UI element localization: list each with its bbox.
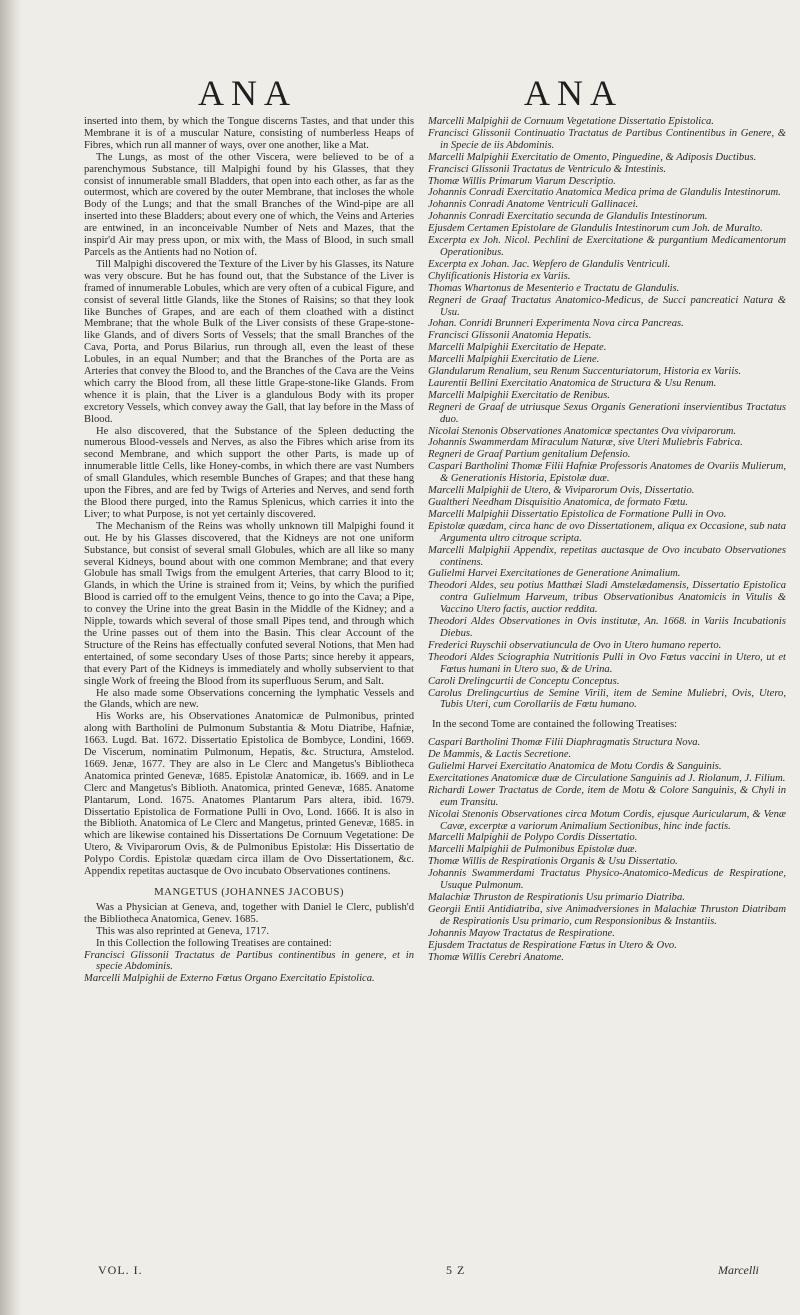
list-item: Gualtheri Needham Disquisitio Anatomica, de formato Fœtu. xyxy=(428,497,688,508)
section-heading: MANGETUS (JOHANNES JACOBUS) xyxy=(154,886,344,898)
paragraph: His Works are, his Observationes Anatomicæ de Pulmonibus, printed along with Bartholini de Pulmonum Substantia & Motu Diatribe, Hafniæ, 1663. Lugd. Bat. 1672. Dissertatio Epistolica de Bombyce, Londini, 1669. De Viscerum, nominatim Pulmonum, Hepatis, &c. Structura, Amstelod. 1669. Jenæ, 1677. They are also in Le Clerc and Mangetus's Bibliotheca Anatomica printed Genevæ, 1685. Epistolæ Anatomicæ, ib. 1669. and in Le Clerc and Mangetus's Biblioth. Anatomica, printed Genevæ, 1685. Anatome Plantarum, Lond. 1675. Anatomes Plantarum Pars altera, ibid. 1679. Dissertatio Epistolica de Formatione Pulli in Ovo, Lond. 1666. It is also in the Biblioth. Anatomica of Le Clerc and Mangetus, printed Genevæ, 1685. in which are likewise contained his Dissertations De Cornuum Vegetatione: De Utero, & Viviparorum Ovis, & de Pulmonibus Epistolæ: His Dissertatio de Polypo Cordis. Epistolæ quædam circa illam de Ovo Dissertationem, &c. Appendix repetitas auctasque de Ovo incubato Observationes continens. xyxy=(84,711,414,878)
volume-label: VOL. I. xyxy=(98,1263,143,1277)
treatise-list-first-tome xyxy=(428,116,786,711)
list-item: Marcelli Malpighii de Cornuum Vegetatione Dissertatio Epistolica. xyxy=(428,116,714,127)
list-item: Johannis Conradi Exercitatio Anatomica Medica prima de Glandulis Intestinorum. xyxy=(428,187,781,199)
right-column xyxy=(428,116,786,1266)
list-item: Theodori Aldes, seu potius Matthæi Sladi Amstelædamensis, Dissertatio Epistolica contra Gulielmum Harveum, tribus Observationibus Anatomicis in Vitulis & Vaccino Utero factis, auctior reddita. xyxy=(428,580,786,616)
paragraph: inserted into them, by which the Tongue discerns Tastes, and that under this Membrane it is of a muscular Nature, consisting of numberless Heaps of Fibres, which run all manner of ways, over one another, like a Mat. xyxy=(84,116,414,151)
list-item: Francisci Glissonii Tractatus de Partibus continentibus in genere, et in specie Abdominis. xyxy=(84,949,414,973)
list-item: Marcelli Malpighii Exercitatio de Omento, Pinguedine, & Adiposis Ductibus. xyxy=(428,151,757,163)
running-header-left: ANA xyxy=(198,73,297,113)
list-item: Regneri de Graaf Tractatus Anatomico-Medicus, de Succi pancreatici Natura & Usu. xyxy=(428,294,786,318)
list-item: Marcelli Malpighii de Pulmonibus Epistolæ duæ. xyxy=(428,844,638,856)
list-item: Nicolai Stenonis Observationes circa Motum Cordis, ejusque Auricularum, & Venæ Cavæ, excerptæ a variorum Animalium Sectionibus, hinc inde factis. xyxy=(428,808,786,832)
list-item: Marcelli Malpighii de Polypo Cordis Dissertatio. xyxy=(428,832,638,844)
list-item: Marcelli Malpighii de Utero, & Viviparorum Ovis, Dissertatio. xyxy=(428,485,695,497)
catchword: Marcelli xyxy=(718,1263,759,1277)
list-item: Glandularum Renalium, seu Renum Succenturiatorum, Historia ex Variis. xyxy=(428,366,742,378)
paragraph: Till Malpighi discovered the Texture of the Liver by his Glasses, its Nature was very obscure. But he has found out, that the Substance of the Liver is framed of innumerable Lobules, which are very often of a cubical Figure, and consist of several little Glands, like the Stones of Raisins; so that they look like Bunches of Grapes, and are each of them cloathed with a distinct Membrane; that the whole Bulk of the Liver consists of these Grape-stone-like Glands, and of divers Sorts of Vessels; that the small Branches of the Cava, Porta, and Porus Bilarius, run through all, even the least of these Lobules, in an equal Number; and that the Branches of the Porta are as Arteries that convey the Blood to, and the Branches of the Cava are the Veins which carry the Blood from, all these little Grape-stone-like Glands. From whence it is plain, that the Liver is a glandulous Body with its proper excretory Vessels, which convey away the Gall, that lay before in the Mass of Blood. xyxy=(84,258,414,425)
list-item: Thomas Whartonus de Mesenterio e Tractatu de Glandulis. xyxy=(428,282,680,294)
treatise-list-second-tome xyxy=(428,737,786,963)
section-subheading: In the second Tome are contained the following Treatises: xyxy=(432,719,678,731)
list-item: Francisci Glissonii Anatomia Hepatis. xyxy=(428,330,592,342)
list-item: Gulielmi Harvei Exercitationes de Generatione Animalium. xyxy=(428,568,681,580)
list-item: Nicolai Stenonis Observationes Anatomicæ spectantes Ova viviparorum. xyxy=(428,425,737,437)
list-item: Caroli Drelingcurtii de Conceptu Conceptus. xyxy=(428,675,620,687)
paragraph: He also discovered, that the Substance of the Spleen deducting the numerous Blood-vessels and Nerves, as also the Fibres which arise from its second Membrane, and which support the other Parts, is made up of innumerable little Cells, like Honey-combs, in which there are vast Numbers of small Glandules, which resemble Bunches of Grapes; and that these hang upon the Fibres, and are fed by Twigs of Arteries and Nerves, and send forth the Blood there purged, into the Ramus Splenicus, which carries it into the Liver; to what Purpose, is not yet certainly discovered. xyxy=(84,425,414,520)
paragraph: In this Collection the following Treatises are contained: xyxy=(96,937,332,949)
list-item: Regneri de Graaf de utriusque Sexus Organis Generationi inservientibus Tractatus duo. xyxy=(428,401,786,425)
list-item: Marcelli Malpighii Exercitatio de Renibus. xyxy=(428,389,610,401)
list-item: Theodori Aldes Sciographia Nutritionis Pulli in Ovo Fœtus vaccini in Utero, ut et Fœtus humani in Utero suo, & de Urina. xyxy=(428,651,786,675)
paragraph: The Mechanism of the Reins was wholly unknown till Malpighi found it out. He by his Glasses discovered, that the Kidneys are not one uniform Substance, but consist of several small Globules, which are all like so many several Kidneys, bound about with one common Membrane; and that every Globule has small Twigs from the emulgent Arteries, that carry Blood to it; Glands, in which the Urine is strained from it; Veins, by which the purified Blood is carried off to the emulgent Veins, thence to go into the Cava; a Pipe, to convey the Urine into the great Basin in the Middle of the Kidney; and a Nipple, towards which several of those small Pipes tend, and through which the Urine passes out of them into the Basin. This clear Account of the Structure of the Reins has effectually confuted several Notions, that Men had entertained, of some secondary Uses of those Parts; since hereby it appears, that every Part of the Kidneys is immediately and wholly subservient to that single Work of freeing the Blood from its superfluous Serum, and Salt. xyxy=(84,520,414,687)
list-item: Thomæ Willis Cerebri Anatome. xyxy=(428,951,564,963)
list-item: De Mammis, & Lactis Secretione. xyxy=(428,749,572,761)
list-item: Ejusdem Certamen Epistolare de Glandulis Intestinorum cum Joh. de Muralto. xyxy=(428,223,763,235)
list-item: Frederici Ruyschii observatiuncula de Ovo in Utero humano reperto. xyxy=(428,639,722,651)
list-item: Georgii Entii Antidiatriba, sive Animadversiones in Malachiæ Thruston Diatribam de Respirationis Usu primario, cum Responsionibus & Instantiis. xyxy=(428,903,786,927)
page-gutter-shadow xyxy=(0,0,22,1315)
list-item: Malachiæ Thruston de Respirationis Usu primario Diatriba. xyxy=(428,892,685,903)
list-item: Johannis Conradi Exercitatio secunda de Glandulis Intestinorum. xyxy=(428,211,708,223)
list-item: Gulielmi Harvei Exercitatio Anatomica de Motu Cordis & Sanguinis. xyxy=(428,761,722,773)
list-item: Richardi Lower Tractatus de Corde, item de Motu & Colore Sanguinis, & Chyli in eum Transitu. xyxy=(428,784,786,808)
list-item: Francisci Glissonii Continuatio Tractatus de Partibus Continentibus in Genere, & in Specie de iis Abdominis. xyxy=(428,127,786,151)
list-item: Ejusdem Tractatus de Respiratione Fœtus in Utero & Ovo. xyxy=(428,939,677,951)
list-item: Thomæ Willis de Respirationis Organis & Usu Dissertatio. xyxy=(428,856,678,868)
list-item: Thomæ Willis Primarum Viarum Descriptio. xyxy=(428,175,616,187)
list-item: Marcelli Malpighii Exercitatio de Hepate. xyxy=(428,342,607,354)
list-item: Excerpta ex Joh. Nicol. Pechlini de Exercitatione & purgantium Medicamentorum Operationibus. xyxy=(428,235,786,258)
list-item: Laurentii Bellini Exercitatio Anatomica de Structura & Usu Renum. xyxy=(428,377,717,389)
list-item: Marcelli Malpighii Exercitatio de Liene. xyxy=(428,354,600,366)
list-item: Francisci Glissonii Tractatus de Ventriculo & Intestinis. xyxy=(428,163,667,175)
list-item: Caspari Bartholini Thomæ Filii Hafniæ Professoris Anatomes de Ovariis Mulierum, & Generationis Historia, Epistolæ duæ. xyxy=(428,461,786,485)
list-item: Theodori Aldes Observationes in Ovis institutæ, An. 1668. in Variis Incubationis Diebus. xyxy=(428,616,786,639)
left-column xyxy=(84,116,414,1266)
list-item: Epistolæ quædam, circa hanc de ovo Dissertationem, aliqua ex Occasione, sub nata Argumenta ultro citroque scripta. xyxy=(428,520,786,544)
paragraph: This was also reprinted at Geneva, 1717. xyxy=(96,925,269,937)
list-item: Johan. Conridi Brunneri Experimenta Nova circa Pancreas. xyxy=(428,318,684,330)
list-item: Johannis Swammerdami Tractatus Physico-Anatomico-Medicus de Respiratione, Usuque Pulmonum. xyxy=(428,868,786,892)
list-item: Excerpta ex Johan. Jac. Wepfero de Glandulis Ventriculi. xyxy=(428,258,671,270)
list-item: Caspari Bartholini Thomæ Filii Diaphragmatis Structura Nova. xyxy=(428,737,701,749)
list-item: Carolus Drelingcurtius de Semine Virili, item de Semine Muliebri, Ovis, Utero, Tubis Uteri, cum Corollariis de Fœtu humano. xyxy=(428,687,786,711)
list-item: Johannis Mayow Tractatus de Respiratione. xyxy=(428,927,615,939)
paragraph: The Lungs, as most of the other Viscera, were believed to be of a parenchymous Substance, till Malpighi found by his Glasses, that they consist of innumerable small Bladders, that open into each other, as far as the outermost, which are covered by the outer Membrane, that incloses the whole Body of the Lungs; and that the small Branches of the Wind-pipe are all inserted into these Bladders; about every one of which, the Veins and Arteries are entwined, in an inconceivable Number of Nets and Mazes, that the inspir'd Air may press upon, or mix with, the Mass of Blood, in such small Parcels as the Antients had no Notion of. xyxy=(84,151,414,258)
list-item: Marcelli Malpighii Appendix, repetitas auctasque de Ovo incubato Observationes continens. xyxy=(428,544,786,568)
list-item: Chylificationis Historia ex Variis. xyxy=(428,270,571,282)
running-header-right: ANA xyxy=(524,73,623,113)
paragraph: Was a Physician at Geneva, and, together with Daniel le Clerc, publish'd the Bibliotheca Anatomica, Genev. 1685. xyxy=(84,901,414,925)
paragraph: He also made some Observations concerning the lymphatic Vessels and the Glands, which are new. xyxy=(84,687,414,711)
list-item: Regneri de Graaf Partium genitalium Defensio. xyxy=(428,449,631,461)
list-item: Johannis Conradi Anatome Ventriculi Gallinacei. xyxy=(428,199,639,211)
list-item: Exercitationes Anatomicæ duæ de Circulatione Sanguinis ad J. Riolanum, J. Filium. xyxy=(428,772,786,784)
list-item: Marcelli Malpighii de Externo Fœtus Organo Exercitatio Epistolica. xyxy=(84,973,375,985)
list-item: Marcelli Malpighii Dissertatio Epistolica de Formatione Pulli in Ovo. xyxy=(428,508,727,520)
signature-mark: 5 Z xyxy=(446,1263,466,1277)
list-item: Johannis Swammerdam Miraculum Naturæ, sive Uteri Muliebris Fabrica. xyxy=(428,437,743,449)
